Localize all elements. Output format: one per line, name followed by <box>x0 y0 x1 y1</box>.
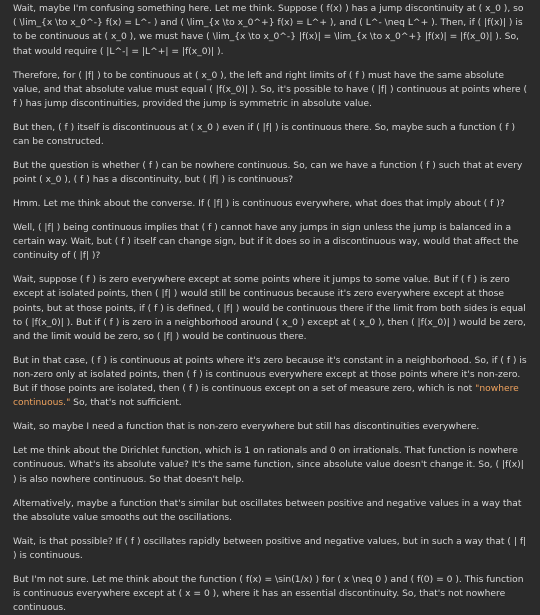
paragraph: Wait, maybe I'm confusing something here. Let me think. Suppose ( f(x) ) has a jump discontinuity at ( x_0 ), so ( \lim_{x \to x_0^-} f(x) = L^- ) and ( \lim_{x \to x_0^+} f(x) = L^+ ), and ( L^- \neq L^+ ). Then, if ( |f(x)| ) is to be continuous at ( x_0 ), we must have ( \lim_{x \to x_0^-} |f(x)| = \lim_{x \to x_0^+} |f(x)| = |f(x_0)| ). So, that would require ( |L^-| = |L^+| = |f(x_0)| ). <box>13 4 524 57</box>
paragraph: Alternatively, maybe a function that's similar but oscillates between positive and negative values in a way that the absolute value smooths out the oscillations. <box>13 498 522 523</box>
paragraph: Wait, is that possible? If ( f ) oscillates rapidly between positive and negative values, but in such a way that ( | f| ) is continuous. <box>13 536 527 561</box>
paragraph: But I'm not sure. Let me think about the function ( f(x) = \sin(1/x) ) for ( x \neq 0 ) and ( f(0) = 0 ). This function is continuous everywhere except at ( x = 0 ), where it has an essential discontinuity. So, that's not nowhere continuous. <box>13 574 524 614</box>
paragraph: Well, ( |f| ) being continuous implies that ( f ) cannot have any jumps in sign unless the jump is balanced in a certain way. Wait, but ( f ) itself can change sign, but if it does so in a discontinuous way, would that affect the continuity of ( |f| )? <box>13 222 519 262</box>
paragraph: Hmm. Let me think about the converse. If ( |f| ) is continuous everywhere, what does that imply about ( f )? <box>13 198 505 209</box>
paragraph: Let me think about the Dirichlet function, which is 1 on rationals and 0 on irrationals. That function is nowhere continuous. What's its absolute value? It's the same function, since absolute value doesn't change it. So, ( |f(x)| ) is also nowhere continuous. So that doesn't help. <box>13 446 524 485</box>
paragraph: Wait, suppose ( f ) is zero everywhere except at some points where it jumps to some value. But if ( f ) is zero except at isolated points, then ( |f| ) would still be continuous because it's zero everywhere except at those points, but at those points, if ( f ) is defined, ( |f| ) would be continuous there if the limit from both sides is equal to ( |f(x_0)| ). But if ( f ) is zero in a neighborhood around ( x_0 ) except at ( x_0 ), then ( |f(x_0)| ) would be zero, and the limit would be zero, so ( |f| ) would be continuous there. <box>13 275 526 342</box>
paragraph <box>13 354 528 411</box>
reasoning-text-panel <box>0 2 540 614</box>
paragraph: But then, ( f ) itself is discontinuous at ( x_0 ) even if ( |f| ) is continuous there. So, maybe such a function ( f ) can be constructed. <box>13 122 516 147</box>
paragraph: But the question is whether ( f ) can be nowhere continuous. So, can we have a function ( f ) such that at every point ( x_0 ), ( f ) has a discontinuity, but ( |f| ) is continuous? <box>13 160 523 186</box>
highlighted-quote: "nowhere continuous." <box>13 384 519 409</box>
paragraph: Wait, so maybe I need a function that is non-zero everywhere but still has discontinuities everywhere. <box>13 422 480 433</box>
paragraph: Therefore, for ( |f| ) to be continuous at ( x_0 ), the left and right limits of ( f ) must have the same absolute value, and that absolute value must equal ( |f(x_0)| ). So, it's possible to have ( |f| ) continuous at points where ( f ) has jump discontinuities, provided the jump is symmetric in absolute value. <box>13 70 528 109</box>
paragraph-text: So, that's not sufficient. <box>70 398 182 409</box>
paragraph-text: But in that case, ( f ) is continuous at points where it's zero because it's constant in a neighborhood. So, if ( f ) is non-zero only at isolated points, then ( f ) is continuous everywhere except at those points where it's non-zero. But if those points are isolated, then ( f ) is continuous except on a set of measure zero, which is not <box>13 355 527 395</box>
